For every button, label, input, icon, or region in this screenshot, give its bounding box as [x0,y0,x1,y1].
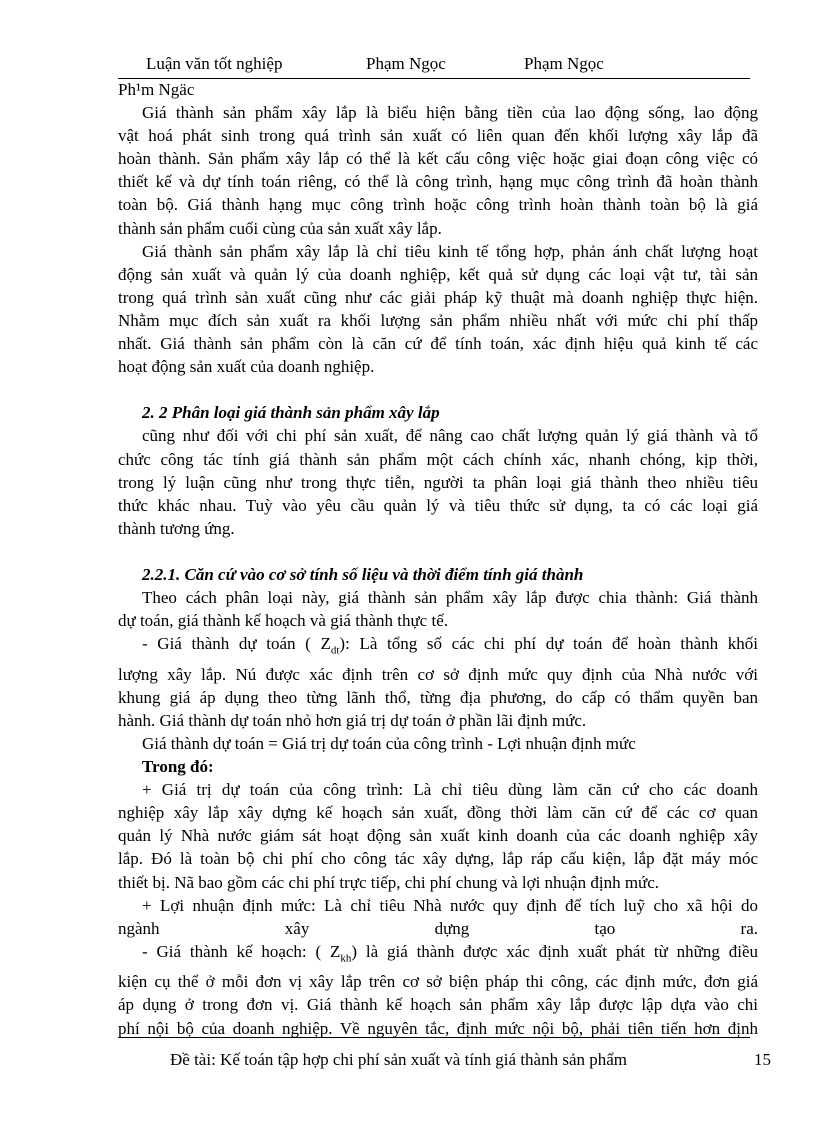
text-line: trong lý luận cũng như trong thực tiễn, người ta phân loại giá thành theo nhiều tiêu [118,472,758,492]
text-line: thức khác nhau. Tuỳ vào yêu cầu quản lý và tiêu thức sử dụng, ta có các loại giá [118,495,758,515]
text-line: trong quá trình sản xuất cũng như các giải pháp kỹ thuật mà doanh nghiệp thực hiện. [118,287,758,307]
text-line: hoạt động sản xuất của doanh nghiệp. [118,357,375,377]
text-line-with-subscript: - Giá thành kế hoạch: ( $Z_{kh}$) là giá thành được xác định xuất phát từ những điều [142,941,758,965]
footer-thesis-title: Đề tài: Kế toán tập hợp chi phí sản xuất và tính giá thành sản phẩm [170,1050,628,1069]
text-line: lắp. Đó là toàn bộ chi phí cho công tác xây dựng, lắp ráp cấu kiện, lắp đặt máy móc [118,849,758,869]
text-line-with-subscript: - Giá thành dự toán ( $Z_{dt}$): Là tổng số các chi phí dự toán để hoàn thành khối [142,634,758,657]
text-line: nghiệp xây lắp xây dựng kế hoạch sản xuất, đồng thời làm căn cứ để các cơ quan [118,803,758,823]
paragraph-indicator [118,240,758,379]
formula-line: Giá thành dự toán = Giá trị dự toán của công trình - Lợi nhuận định mức [142,734,636,754]
text-line: nhất. Giá thành sản phẩm còn là căn cứ để tính toán, xác định hiệu quả kinh tế các [118,334,758,354]
paragraph-profit [118,894,758,940]
paragraph-classification [118,424,758,539]
section-heading-2-2: 2. 2 Phân loại giá thành sản phẩm xây lắp [142,403,440,423]
text-line: thành tương ứng. [118,518,235,538]
text-line: + Lợi nhuận định mức: Là chỉ tiêu Nhà nước quy định để tích luỹ cho xã hội do [142,895,758,915]
text-line: ngành xây dựng tạo ra. [118,918,758,938]
page-footer [118,1037,771,1074]
text-line: Giá thành sản phẩm xây lắp là chỉ tiêu kinh tế tổng hợp, phản ánh chất lượng hoạt [142,241,758,261]
text-line: áp dụng ở trong đơn vị. Giá thành kế hoạch sản phẩm xây lắp được lập dựa vào chi [118,995,758,1015]
text-line: toàn bộ. Giá thành hạng mục công trình hoặc công trình hoàn thành toàn bộ là giá [118,195,758,215]
page-header [118,52,750,79]
text-line: hành. Giá thành dự toán nhỏ hơn giá trị dự toán ở phần lãi định mức. [118,710,587,730]
text-line: Theo cách phân loại này, giá thành sản phẩm xây lắp được chia thành: Giá thành [142,588,758,608]
spacer [118,378,758,401]
text-line: phí nội bộ của doanh nghiệp. Về nguyên tắc, định mức nội bộ, phải tiên tiến hơn định [118,1018,758,1038]
subscript-dt: dt [330,644,340,657]
paragraph-estimate-value [118,778,758,893]
header-document-type: Luận văn tốt nghiệp [146,54,283,73]
where-label: Trong đó: [142,757,214,777]
text-line: cũng như đối với chi phí sản xuất, để nâng cao chất lượng quản lý giá thành và tổ [142,426,758,446]
text-line: thành sản phẩm cuối cùng của sản xuất xây lắp. [118,218,442,238]
paragraph-planned-cost [118,940,758,1040]
text-line: vật hoá phát sinh trong quá trình sản xuất có liên quan đến khối lượng xây lắp đã [118,126,758,146]
paragraph-estimated-cost [118,632,758,732]
text-line: + Giá trị dự toán của công trình: Là chỉ tiêu dùng làm căn cứ cho các doanh [142,780,758,800]
text-line: kiện cụ thể ở mỗi đơn vị xây lắp trên cơ sở biện pháp thi công, các định mức, đơn giá [118,972,758,992]
page-number: 15 [754,1050,771,1069]
subscript-kh: kh [340,952,352,965]
text-line: quản lý Nhà nước giám sát hoạt động sản xuất kinh doanh của các doanh nghiệp xây [118,826,758,846]
header-author-repeat: Phạm Ngọc [524,54,604,73]
text-line: Nhằm mục đích sản xuất ra khối lượng sản phẩm nhiều nhất với mức chi phí thấp [118,310,758,330]
author-line: Ph¹m Ngäc [118,80,195,99]
section-heading-2-2-1: 2.2.1. Căn cứ vào cơ sở tính số liệu và thời điểm tính giá thành [142,564,584,584]
text-line: động sản xuất và quản lý của doanh nghiệp, kết quả sử dụng các loại vật tư, tài sản [118,264,758,284]
text-line: lượng xây lắp. Nú được xác định trên cơ sở định mức quy định của Nhà nước với [118,664,758,684]
text-line: Giá thành sản phẩm xây lắp là biểu hiện bằng tiền của lao động sống, lao động [142,103,758,123]
document-body [118,78,758,1040]
text-line: dự toán, giá thành kế hoạch và giá thành thực tế. [118,611,448,631]
paragraph-definition [118,101,758,240]
spacer [118,540,758,563]
paragraph-types [118,586,758,632]
text-line: thiết bị. Nã bao gồm các chi phí trực tiếp, chi phí chung và lợi nhuận định mức. [118,872,660,892]
text-line: hoàn thành. Sản phẩm xây lắp có thể là kết cấu công việc hoặc giai đoạn công việc có [118,149,758,169]
text-line: thiết kế và dự tính toán riêng, có thể là công trình, hạng mục công trình đã hoàn thành [118,172,758,192]
text-line: chức công tác tính giá thành sản phẩm một cách chính xác, nhanh chóng, kịp thời, [118,449,758,469]
text-line: khung giá áp dụng theo từng lãnh thổ, từng địa phương, do cấp có thẩm quyền ban [118,687,758,707]
header-author: Phạm Ngọc [366,54,446,73]
